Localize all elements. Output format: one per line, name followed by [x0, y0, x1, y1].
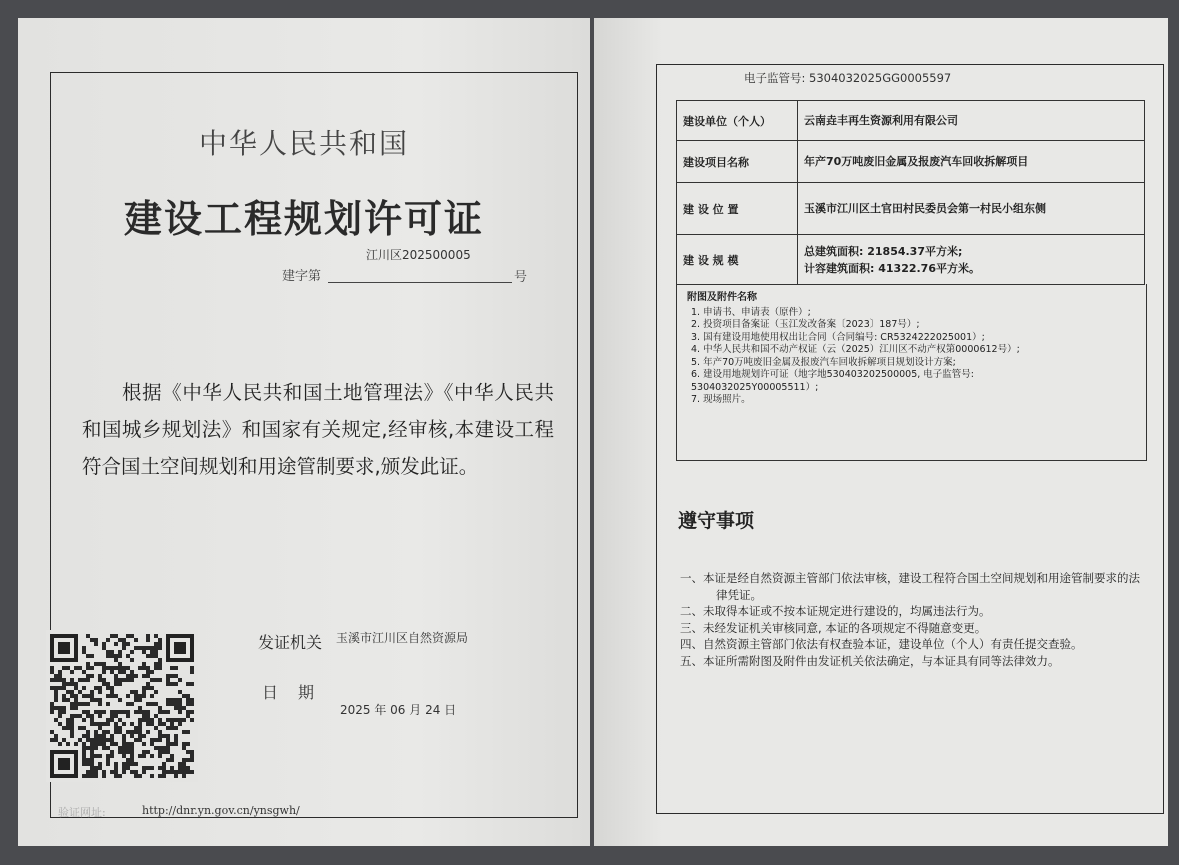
issuer-label: 发证机关 — [258, 633, 323, 652]
project-info-table — [676, 100, 1145, 285]
attachments-box — [676, 284, 1147, 461]
list-item: 5. 年产70万吨废旧金属及报废汽车回收拆解项目规划设计方案; — [691, 356, 956, 368]
row-value — [798, 235, 1145, 285]
certificate-front-page — [18, 18, 590, 846]
verify-label: 验证网址: — [58, 806, 106, 819]
issuer-value: 玉溪市江川区自然资源局 — [336, 631, 469, 645]
number-suffix: 号 — [514, 270, 528, 285]
country-name: 中华人民共和国 — [198, 127, 409, 160]
qr-code-icon — [46, 630, 198, 782]
list-item: 2. 投资项目备案证（玉江发改备案〔2023〕187号）; — [691, 319, 920, 330]
row-label: 建设单位（个人） — [677, 101, 798, 141]
row-value: 云南垚丰再生资源利用有限公司 — [798, 101, 1145, 141]
list-item: 5304032025Y00005511）; — [691, 381, 819, 393]
notes-list — [680, 570, 1140, 669]
list-item: 4. 中华人民共和国不动产权证（云（2025）江川区不动产权第0000612号）; — [691, 344, 1020, 355]
table-row — [677, 183, 1145, 235]
row-label: 建 设 位 置 — [677, 183, 798, 235]
table-row — [677, 101, 1145, 141]
number-underline — [328, 282, 512, 283]
list-item: 二、未取得本证或不按本证规定进行建设的，均属违法行为。 — [680, 604, 991, 618]
row-label: 建 设 规 模 — [677, 235, 798, 285]
attachments-title: 附图及附件名称 — [687, 292, 757, 303]
list-item: 三、未经发证机关审核同意, 本证的各项规定不得随意变更。 — [680, 620, 987, 635]
list-item: 1. 申请书、申请表（原件）; — [691, 306, 811, 318]
row-label: 建设项目名称 — [677, 141, 798, 183]
certificate-back-page — [594, 18, 1168, 846]
list-item: 五、本证所需附图及附件由发证机关依法确定，与本证具有同等法律效力。 — [680, 653, 1060, 668]
list-item: 3. 国有建设用地使用权出让合同（合同编号: CR5324222025001）; — [691, 331, 985, 343]
date-label: 日期 — [262, 683, 335, 702]
certificate-number: 江川区202500005 — [366, 248, 471, 262]
list-item: 6. 建设用地规划许可证（地字地530403202500005, 电子监管号: — [691, 369, 974, 380]
table-row — [677, 141, 1145, 183]
notes-title: 遵守事项 — [678, 510, 755, 532]
list-item: 7. 现场照片。 — [691, 394, 751, 405]
number-prefix: 建字第 — [282, 269, 322, 284]
legal-basis-paragraph: 根据《中华人民共和国土地管理法》《中华人民共和国城乡规划法》和国家有关规定,经审核,本建设工程符合国土空间规划和用途管制要求,颁发此证。 — [82, 381, 554, 478]
gross-floor-area: 总建筑面积: 21854.37平方米; — [804, 244, 963, 258]
issue-date: 2025 年 06 月 24 日 — [340, 703, 457, 717]
verify-url: http://dnr.yn.gov.cn/ynsgwh/ — [142, 804, 300, 817]
table-row — [677, 235, 1145, 285]
plot-ratio-floor-area: 计容建筑面积: 41322.76平方米。 — [804, 261, 980, 275]
row-value: 玉溪市江川区土官田村民委员会第一村民小组东侧 — [798, 183, 1145, 235]
row-value: 年产70万吨废旧金属及报废汽车回收拆解项目 — [798, 141, 1145, 183]
electronic-supervision-number: 电子监管号: 5304032025GG0005597 — [744, 71, 952, 85]
list-item: 一、本证是经自然资源主管部门依法审核，建设工程符合国土空间规划和用途管制要求的法律凭证。 — [680, 571, 1140, 602]
list-item: 四、自然资源主管部门依法有权查验本证，建设单位（个人）有责任提交查验。 — [680, 637, 1083, 651]
certificate-title: 建设工程规划许可证 — [123, 197, 484, 241]
